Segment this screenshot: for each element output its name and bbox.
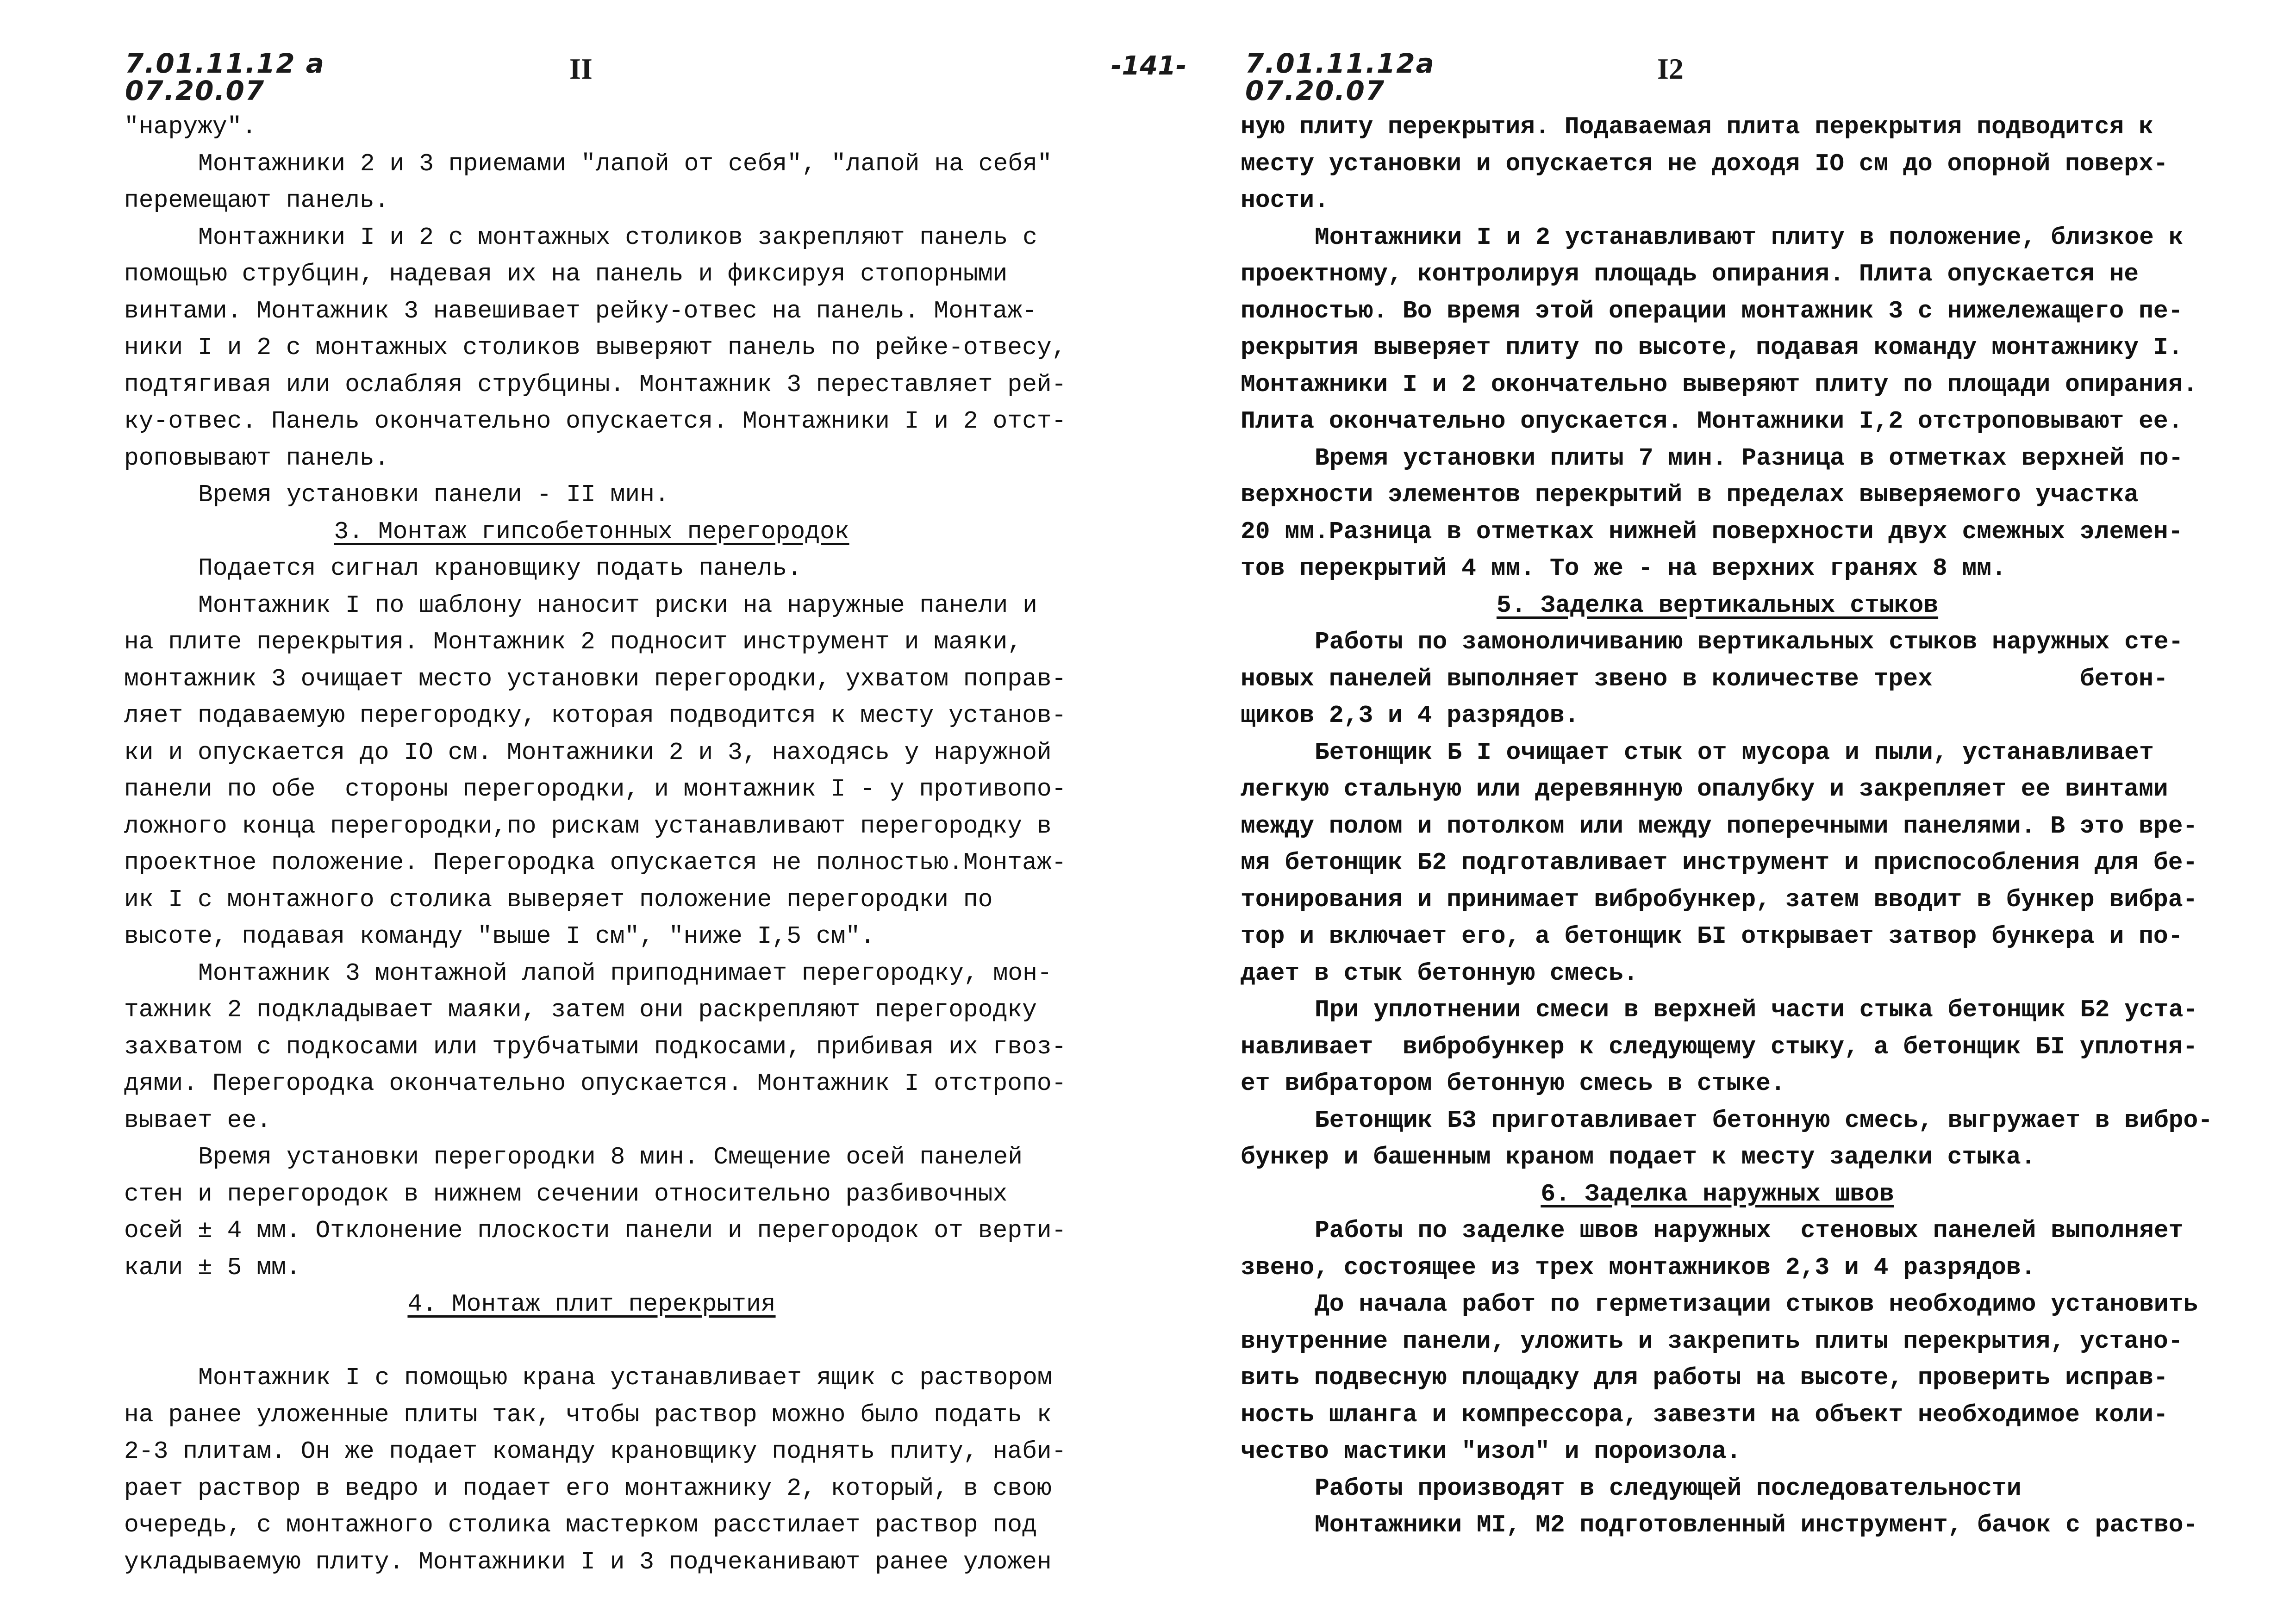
section-heading: 3. Монтаж гипсобетонных перегородок bbox=[334, 517, 849, 546]
text-line: тажник 2 подкладывает маяки, затем они раскрепляют перегородку bbox=[124, 996, 1037, 1024]
text-line: Бетонщик Б I очищает стык от мусора и пыли, устанавливает bbox=[1315, 738, 2154, 766]
text-line: внутренние панели, уложить и закрепить плиты перекрытия, устано- bbox=[1241, 1327, 2183, 1355]
document-code-line: 07.20.07 bbox=[125, 75, 265, 107]
left-page bbox=[0, 0, 1143, 1624]
text-line: тов перекрытий 4 мм. То же - на верхних гранях 8 мм. bbox=[1241, 554, 2006, 582]
page-number: I2 bbox=[1657, 52, 1684, 85]
text-line: навливает вибробункер к следующему стыку, а бетонщик БI уплотня- bbox=[1241, 1033, 2198, 1061]
text-line: подтягивая или ослабляя струбцины. Монтажник 3 переставляет рей- bbox=[124, 370, 1067, 398]
text-line: панели по обе стороны перегородки, и монтажник I - у противопо- bbox=[124, 775, 1067, 803]
text-line: роповывают панель. bbox=[124, 444, 389, 472]
document-code bbox=[1245, 50, 1435, 105]
text-line: винтами. Монтажник 3 навешивает рейку-отвес на панель. Монтаж- bbox=[124, 297, 1037, 325]
text-line: верхности элементов перекрытий в пределах выверяемого участка bbox=[1241, 481, 2139, 509]
archive-page-number: -141- bbox=[1111, 51, 1187, 81]
text-line: дями. Перегородка окончательно опускается. Монтажник I отстропо- bbox=[124, 1070, 1067, 1097]
text-line: месту установки и опускается не доходя IO см до опорной поверх- bbox=[1241, 149, 2168, 178]
text-line: Монтажники I и 2 окончательно выверяют плиту по площади опирания. bbox=[1241, 370, 2198, 398]
text-line: Монтажники I и 2 устанавливают плиту в положение, близкое к bbox=[1315, 223, 2184, 251]
text-line: укладываемую плиту. Монтажники I и 3 подчеканивают ранее уложен bbox=[124, 1548, 1052, 1576]
text-line: ку-отвес. Панель окончательно опускается. Монтажники I и 2 отст- bbox=[124, 407, 1067, 435]
text-line: новых панелей выполняет звено в количестве трех бетон- bbox=[1241, 665, 2168, 693]
text-line: До начала работ по герметизации стыков необходимо установить bbox=[1315, 1290, 2198, 1318]
text-line: стен и перегородок в нижнем сечении относительно разбивочных bbox=[124, 1180, 1008, 1208]
section-heading: 6. Заделка наружных швов bbox=[1541, 1180, 1894, 1208]
text-line: ложного конца перегородки,по рискам устанавливают перегородку в bbox=[124, 812, 1052, 840]
document-code-line: 7.01.11.12 a bbox=[125, 48, 325, 79]
text-line: помощью струбцин, надевая их на панель и фиксируя стопорными bbox=[124, 260, 1008, 288]
text-line: вить подвесную площадку для работы на высоте, проверить исправ- bbox=[1241, 1364, 2168, 1392]
text-line: высоте, подавая команду "выше I см", "ниже I,5 см". bbox=[124, 922, 875, 950]
text-line: Плита окончательно опускается. Монтажники I,2 отстроповывают ее. bbox=[1241, 407, 2183, 435]
text-line: ности. bbox=[1241, 187, 1329, 214]
text-line: Бетонщик Б3 приготавливает бетонную смесь, выгружает в вибро- bbox=[1315, 1106, 2213, 1134]
text-line: При уплотнении смеси в верхней части стыка бетонщик Б2 уста- bbox=[1315, 996, 2198, 1024]
text-line: Время установки панели - II мин. bbox=[198, 481, 669, 509]
section-heading: 5. Заделка вертикальных стыков bbox=[1496, 591, 1939, 619]
text-line: Монтажники МI, М2 подготовленный инструмент, бачок с раство- bbox=[1315, 1511, 2198, 1539]
text-line: 20 мм.Разница в отметках нижней поверхности двух смежных элемен- bbox=[1241, 517, 2183, 546]
text-line: Работы по заделке швов наружных стеновых панелей выполняет bbox=[1315, 1217, 2184, 1244]
text-line: полностью. Во время этой операции монтажник 3 с нижележащего пе- bbox=[1241, 297, 2183, 325]
text-line: рает раствор в ведро и подает его монтажнику 2, который, в свою bbox=[124, 1474, 1052, 1502]
text-line: проектное положение. Перегородка опускается не полностью.Монтаж- bbox=[124, 849, 1067, 877]
text-body bbox=[124, 109, 1067, 1580]
text-line: ляет подаваемую перегородку, которая подводится к месту установ- bbox=[124, 702, 1067, 729]
text-line: Монтажник I с помощью крана устанавливает ящик с раствором bbox=[198, 1364, 1052, 1392]
text-line: легкую стальную или деревянную опалубку и закрепляет ее винтами bbox=[1241, 775, 2168, 803]
document-code-line: 7.01.11.12a bbox=[1245, 48, 1435, 79]
text-line: чество мастики "изол" и пороизола. bbox=[1241, 1437, 1741, 1465]
text-line: звено, состоящее из трех монтажников 2,3 и 4 разрядов. bbox=[1241, 1253, 2036, 1282]
text-line: проектному, контролируя площадь опирания. Плита опускается не bbox=[1241, 260, 2139, 288]
text-line: кали ± 5 мм. bbox=[124, 1253, 301, 1282]
text-line: Монтажники 2 и 3 приемами "лапой от себя", "лапой на себя" bbox=[198, 149, 1052, 178]
text-line: Время установки перегородки 8 мин. Смещение осей панелей bbox=[198, 1143, 1023, 1171]
text-line: на плите перекрытия. Монтажник 2 подносит инструмент и маяки, bbox=[124, 628, 1023, 656]
blank-line bbox=[124, 1323, 1059, 1360]
text-line: вывает ее. bbox=[124, 1106, 272, 1134]
text-line: бункер и башенным краном подает к месту заделки стыка. bbox=[1241, 1143, 2036, 1171]
text-line: на ранее уложенные плиты так, чтобы раствор можно было подать к bbox=[124, 1400, 1052, 1429]
section-heading: 4. Монтаж плит перекрытия bbox=[407, 1290, 776, 1318]
text-line: между полом и потолком или между поперечными панелями. В это вре- bbox=[1241, 812, 2198, 840]
text-line: осей ± 4 мм. Отклонение плоскости панели и перегородок от верти- bbox=[124, 1217, 1067, 1244]
text-line: ик I с монтажного столика выверяет положение перегородки по bbox=[124, 885, 993, 914]
right-page bbox=[1148, 0, 2296, 1624]
text-line: монтажник 3 очищает место установки перегородки, ухватом поправ- bbox=[124, 665, 1067, 693]
text-line: ность шланга и компрессора, завезти на объект необходимое коли- bbox=[1241, 1400, 2168, 1429]
text-line: дает в стык бетонную смесь. bbox=[1241, 959, 1638, 987]
page-number: II bbox=[569, 52, 593, 85]
text-line: Подается сигнал крановщику подать панель. bbox=[198, 554, 802, 582]
text-line: "наружу". bbox=[124, 113, 257, 141]
text-line: захватом с подкосами или трубчатыми подкосами, прибивая их гвоз- bbox=[124, 1033, 1067, 1061]
text-line: тонирования и принимает вибробункер, затем вводит в бункер вибра- bbox=[1241, 885, 2198, 914]
text-line: очередь, с монтажного столика мастерком расстилает раствор под bbox=[124, 1511, 1037, 1539]
text-line: 2-3 плитам. Он же подает команду крановщику поднять плиту, наби- bbox=[124, 1437, 1067, 1465]
text-line: щиков 2,3 и 4 разрядов. bbox=[1241, 702, 1579, 729]
text-line: ки и опускается до IO см. Монтажники 2 и 3, находясь у наружной bbox=[124, 738, 1052, 766]
text-line: Работы по замоноличиванию вертикальных стыков наружных сте- bbox=[1315, 628, 2184, 656]
text-line: Время установки плиты 7 мин. Разница в отметках верхней по- bbox=[1315, 444, 2184, 472]
text-line: ники I и 2 с монтажных столиков выверяют панель по рейке-отвесу, bbox=[124, 334, 1067, 361]
text-body bbox=[1241, 109, 2213, 1544]
text-line: рекрытия выверяет плиту по высоте, подавая команду монтажнику I. bbox=[1241, 334, 2183, 361]
text-line: Монтажники I и 2 с монтажных столиков закрепляют панель с bbox=[198, 223, 1037, 251]
document-code bbox=[125, 50, 325, 105]
text-line: Монтажник 3 монтажной лапой приподнимает перегородку, мон- bbox=[198, 959, 1052, 987]
text-line: Работы производят в следующей последовательности bbox=[1315, 1474, 2021, 1502]
text-line: мя бетонщик Б2 подготавливает инструмент и приспособления для бе- bbox=[1241, 849, 2198, 877]
text-line: ную плиту перекрытия. Подаваемая плита перекрытия подводится к bbox=[1241, 113, 2153, 141]
text-line: ет вибратором бетонную смесь в стыке. bbox=[1241, 1070, 1785, 1097]
text-line: Монтажник I по шаблону наносит риски на наружные панели и bbox=[198, 591, 1037, 619]
text-line: тор и включает его, а бетонщик БI открывает затвор бункера и по- bbox=[1241, 922, 2183, 950]
text-line: перемещают панель. bbox=[124, 187, 389, 214]
document-code-line: 07.20.07 bbox=[1245, 75, 1385, 107]
